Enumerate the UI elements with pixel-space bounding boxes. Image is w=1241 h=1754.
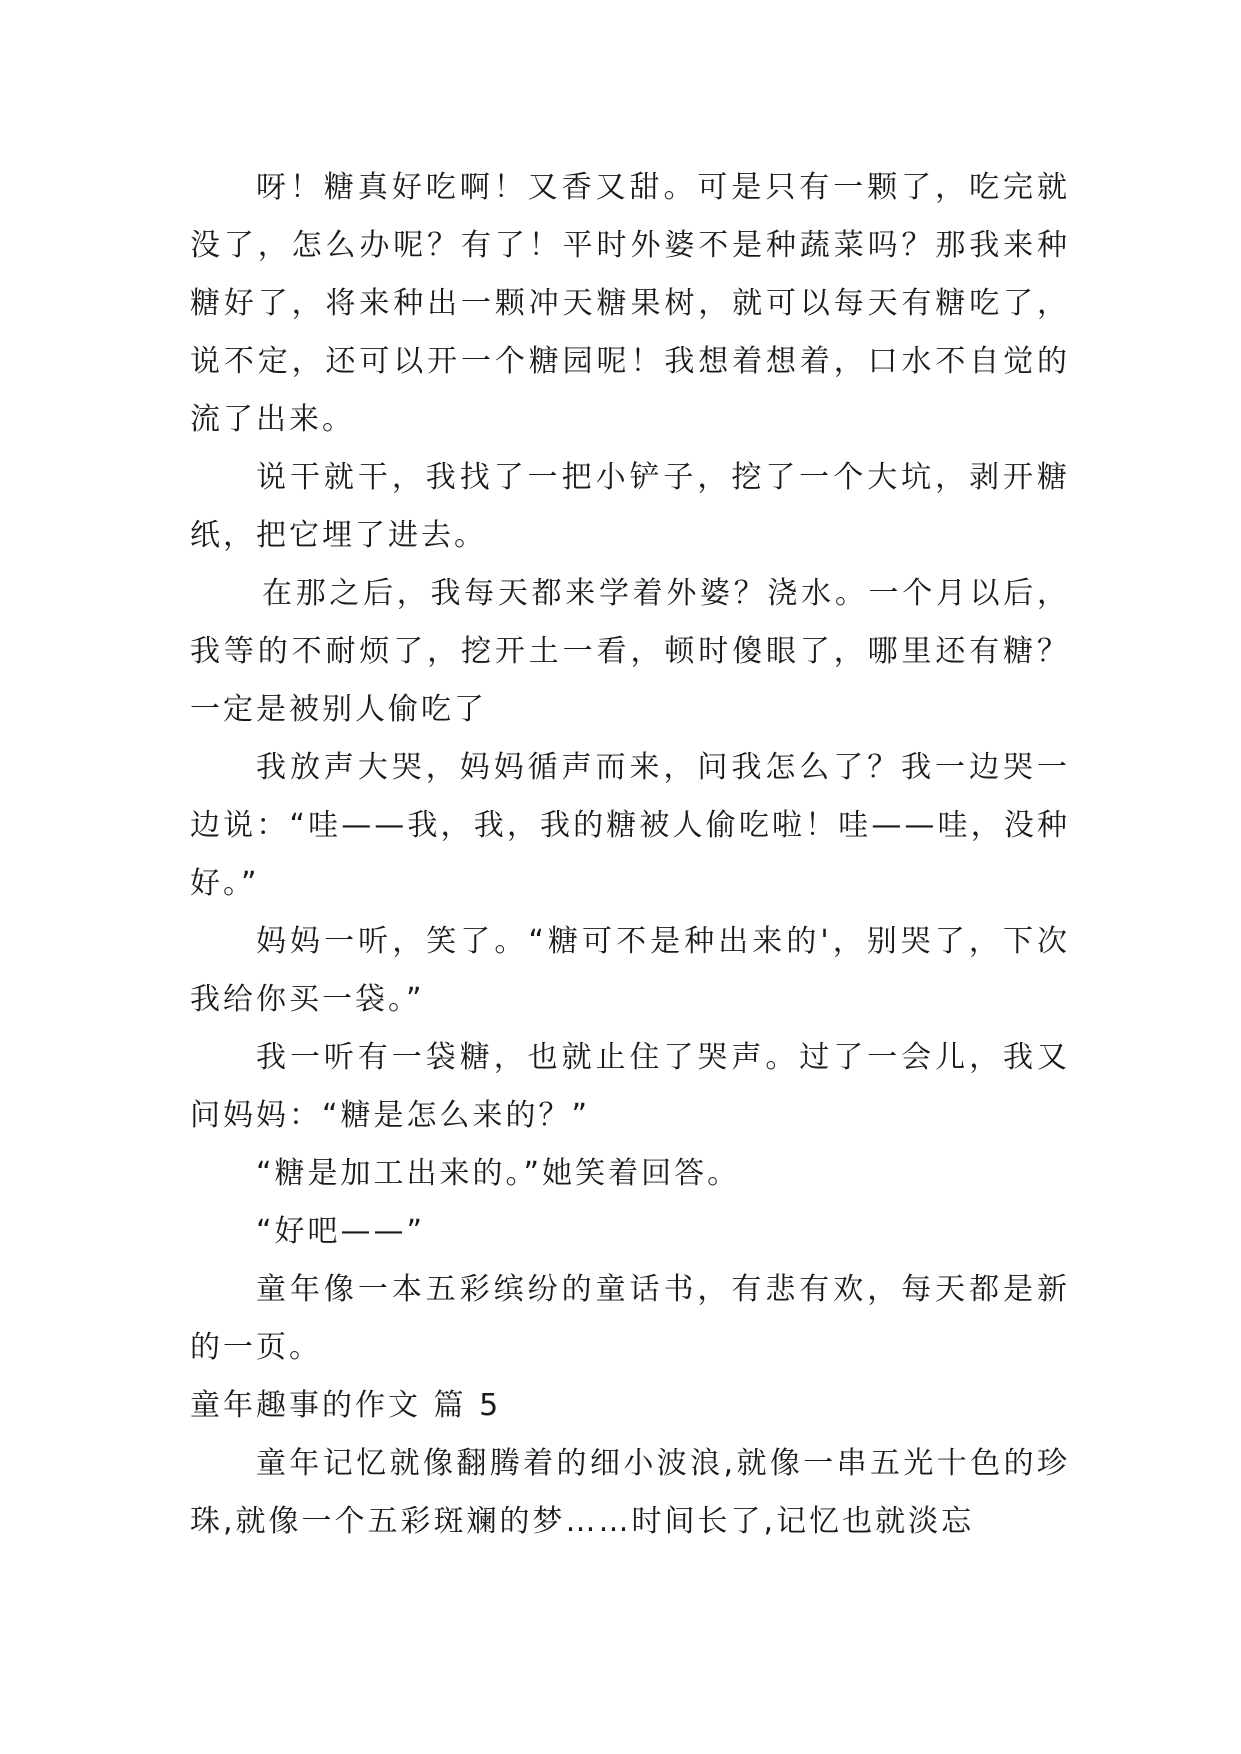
paragraph: 我放声大哭，妈妈循声而来，问我怎么了？我一边哭一边说：“哇——我，我，我的糖被人偷吃啦！哇——哇，没种好。” — [190, 750, 1070, 901]
paragraph: 妈妈一听，笑了。“糖可不是种出来的'，别哭了，下次我给你买一袋。” — [190, 924, 1070, 1017]
paragraph: 说干就干，我找了一把小铲子，挖了一个大坑，剥开糖纸，把它埋了进去。 — [190, 460, 1070, 553]
paragraph: 童年像一本五彩缤纷的童话书，有悲有欢，每天都是新的一页。 — [190, 1272, 1070, 1365]
paragraph: 在那之后，我每天都来学着外婆？浇水。一个月以后，我等的不耐烦了，挖开土一看，顿时傻眼了，哪里还有糖？一定是被别人偷吃了 — [190, 576, 1070, 727]
paragraph: “好吧——” — [256, 1214, 426, 1249]
paragraph: 童年记忆就像翻腾着的细小波浪,就像一串五光十色的珍珠,就像一个五彩斑斓的梦……时间长了,记忆也就淡忘 — [190, 1446, 1070, 1539]
paragraph: 呀！糖真好吃啊！又香又甜。可是只有一颗了，吃完就没了，怎么办呢？有了！平时外婆不是种蔬菜吗？那我来种糖好了，将来种出一颗冲天糖果树，就可以每天有糖吃了，说不定，还可以开一个糖园呢！我想着想着，口水不自觉的流了出来。 — [190, 170, 1070, 437]
document-body — [190, 159, 1070, 1551]
paragraph: 我一听有一袋糖，也就止住了哭声。过了一会儿，我又问妈妈：“糖是怎么来的？” — [190, 1040, 1070, 1133]
section-heading: 童年趣事的作文 篇 5 — [190, 1388, 502, 1423]
paragraph: “糖是加工出来的。”她笑着回答。 — [256, 1156, 741, 1191]
